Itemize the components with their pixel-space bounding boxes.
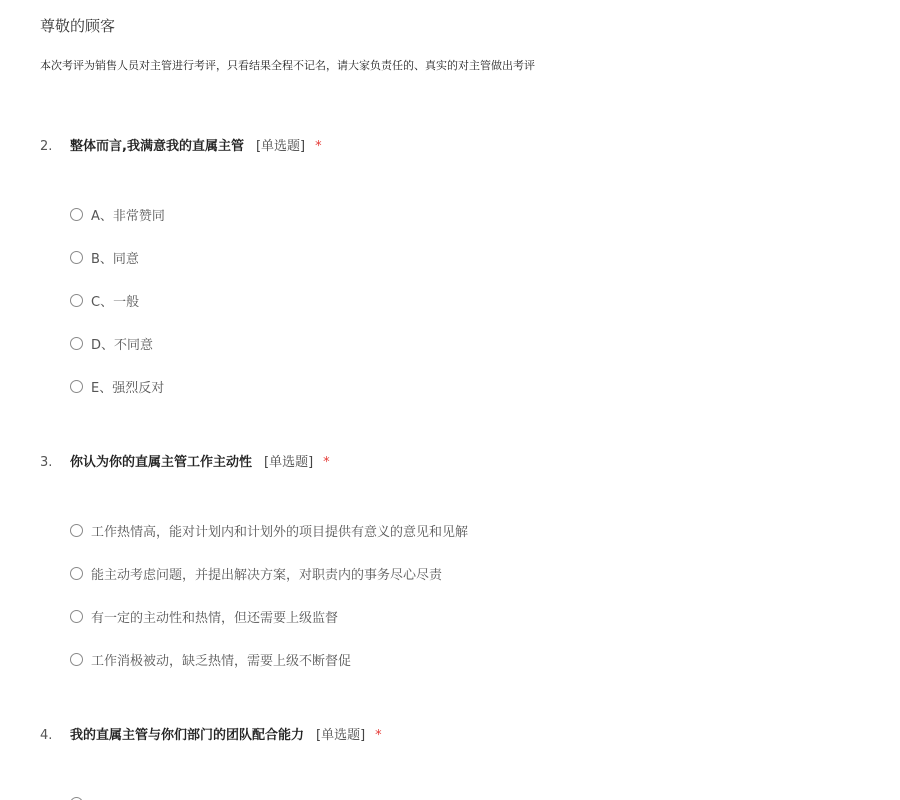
required-marker: * (375, 728, 382, 743)
option-label: C、一般 (91, 294, 140, 310)
option-3d[interactable] (70, 651, 351, 671)
radio-icon[interactable] (70, 610, 83, 623)
survey-greeting: 尊敬的顾客 (40, 17, 116, 35)
option-2d[interactable] (70, 335, 153, 355)
option-label: 能主动考虑问题，并提出解决方案，对职责内的事务尽心尽责 (91, 567, 443, 583)
option-3c[interactable] (70, 608, 338, 628)
question-type: [单选题] (264, 455, 314, 470)
question-4 (40, 725, 880, 747)
option-label: 有一定的主动性和热情，但还需要上级监督 (91, 610, 339, 626)
question-text: 我的直属主管与你们部门的团队配合能力 (70, 728, 305, 743)
question-number: 4. (40, 728, 53, 743)
radio-icon[interactable] (70, 208, 83, 221)
radio-icon[interactable] (70, 380, 83, 393)
question-title (70, 725, 382, 747)
option-label: B、同意 (91, 251, 139, 267)
option-2a[interactable] (70, 206, 165, 226)
option-label: 工作热情高，能对计划内和计划外的项目提供有意义的意见和见解 (91, 524, 469, 540)
question-title (70, 136, 322, 158)
option-label: E、强烈反对 (91, 380, 165, 396)
required-marker: * (323, 455, 330, 470)
question-number: 3. (40, 455, 53, 470)
radio-icon[interactable] (70, 524, 83, 537)
question-title-row (40, 452, 880, 474)
option-4a[interactable] (70, 795, 91, 800)
question-type: [单选题] (255, 139, 306, 154)
question-number: 2. (40, 139, 53, 154)
option-label: A、非常赞同 (91, 208, 165, 224)
radio-icon[interactable] (70, 567, 83, 580)
radio-icon[interactable] (70, 653, 83, 666)
survey-intro: 本次考评为销售人员对主管进行考评，只看结果全程不记名，请大家负责任的、真实的对主管做出考评 (40, 59, 535, 72)
radio-icon[interactable] (70, 294, 83, 307)
option-label: D、不同意 (91, 337, 154, 353)
question-text: 你认为你的直属主管工作主动性 (70, 455, 253, 470)
question-title (70, 452, 330, 474)
option-2e[interactable] (70, 378, 164, 398)
question-text: 整体而言,我满意我的直属主管 (70, 139, 244, 154)
question-2 (40, 136, 880, 396)
option-2b[interactable] (70, 249, 139, 269)
question-title-row (40, 136, 880, 158)
question-3 (40, 452, 880, 669)
option-3a[interactable] (70, 522, 468, 542)
radio-icon[interactable] (70, 337, 83, 350)
question-type: [单选题] (316, 728, 366, 743)
option-2c[interactable] (70, 292, 139, 312)
option-3b[interactable] (70, 565, 442, 585)
required-marker: * (315, 139, 322, 154)
radio-icon[interactable] (70, 251, 83, 264)
question-title-row (40, 725, 880, 747)
option-label: 工作消极被动，缺乏热情，需要上级不断督促 (91, 653, 352, 669)
